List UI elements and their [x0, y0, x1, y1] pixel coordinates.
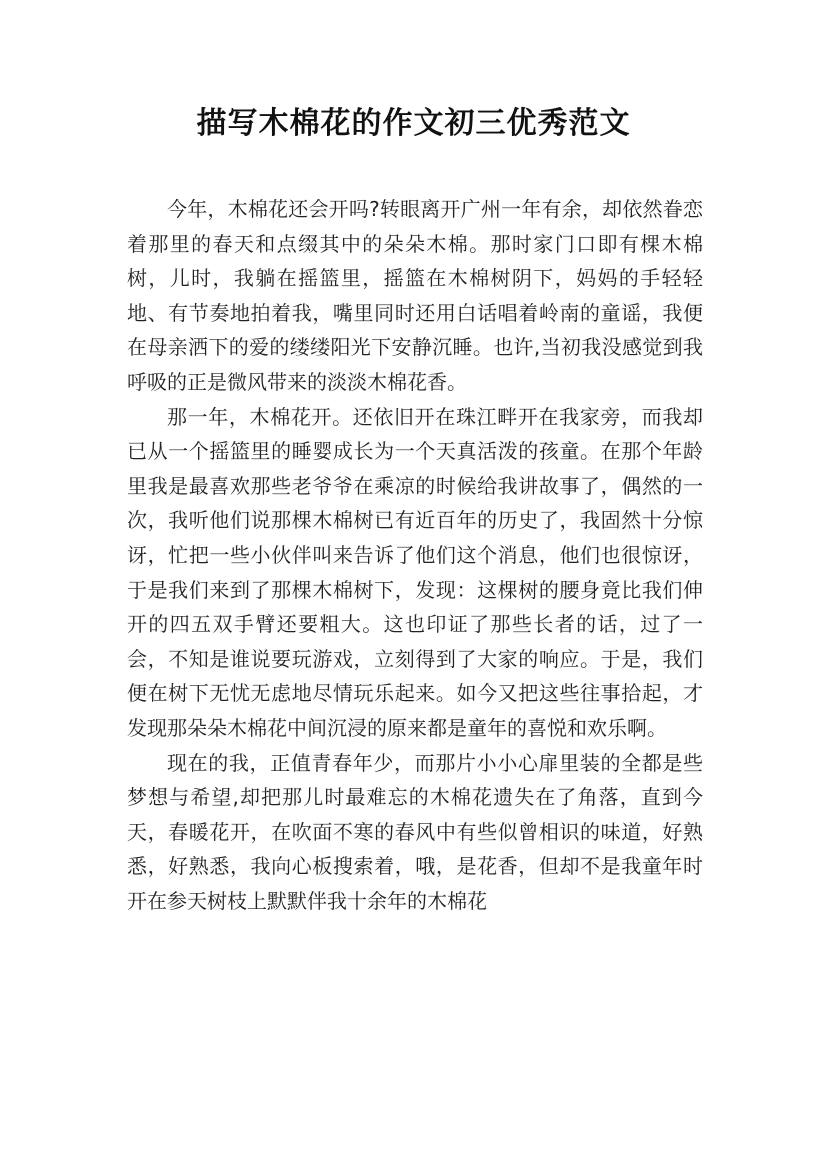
- paragraph-1: 今年，木棉花还会开吗?转眼离开广州一年有余，却依然眷恋着那里的春天和点缀其中的朵朵木棉。那时家门口即有棵木棉树，儿时，我躺在摇篮里，摇篮在木棉树阴下，妈妈的手轻轻地、有节奏地拍着我，嘴里同时还用白话唱着岭南的童谣，我便在母亲洒下的爱的缕缕阳光下安静沉睡。也许,当初我没感觉到我呼吸的正是微风带来的淡淡木棉花香。: [127, 197, 703, 394]
- paragraph-2: 那一年，木棉花开。还依旧开在珠江畔开在我家旁，而我却已从一个摇篮里的睡婴成长为一个天真活泼的孩童。在那个年龄里我是最喜欢那些老爷爷在乘凉的时候给我讲故事了，偶然的一次，我听他们说那棵木棉树已有近百年的历史了，我固然十分惊讶，忙把一些小伙伴叫来告诉了他们这个消息，他们也很惊讶，于是我们来到了那棵木棉树下，发现：这棵树的腰身竟比我们伸开的四五双手臂还要粗大。这也印证了那些长者的话，过了一会，不知是谁说要玩游戏，立刻得到了大家的响应。于是，我们便在树下无忧无虑地尽情玩乐起来。如今又把这些往事拾起，才发现那朵朵木棉花中间沉浸的原来都是童年的喜悦和欢乐啊。: [127, 404, 703, 740]
- document-title: 描写木棉花的作文初三优秀范文: [196, 106, 631, 141]
- document-body: [127, 192, 703, 918]
- paragraph-3: 现在的我，正值青春年少，而那片小小心扉里装的全都是些梦想与希望,却把那儿时最难忘的木棉花遗失在了角落，直到今天，春暖花开，在吹面不寒的春风中有些似曾相识的味道，好熟悉，好熟悉，我向心板搜索着，哦，是花香，但却不是我童年时开在参天树枝上默默伴我十余年的木棉花: [127, 750, 703, 913]
